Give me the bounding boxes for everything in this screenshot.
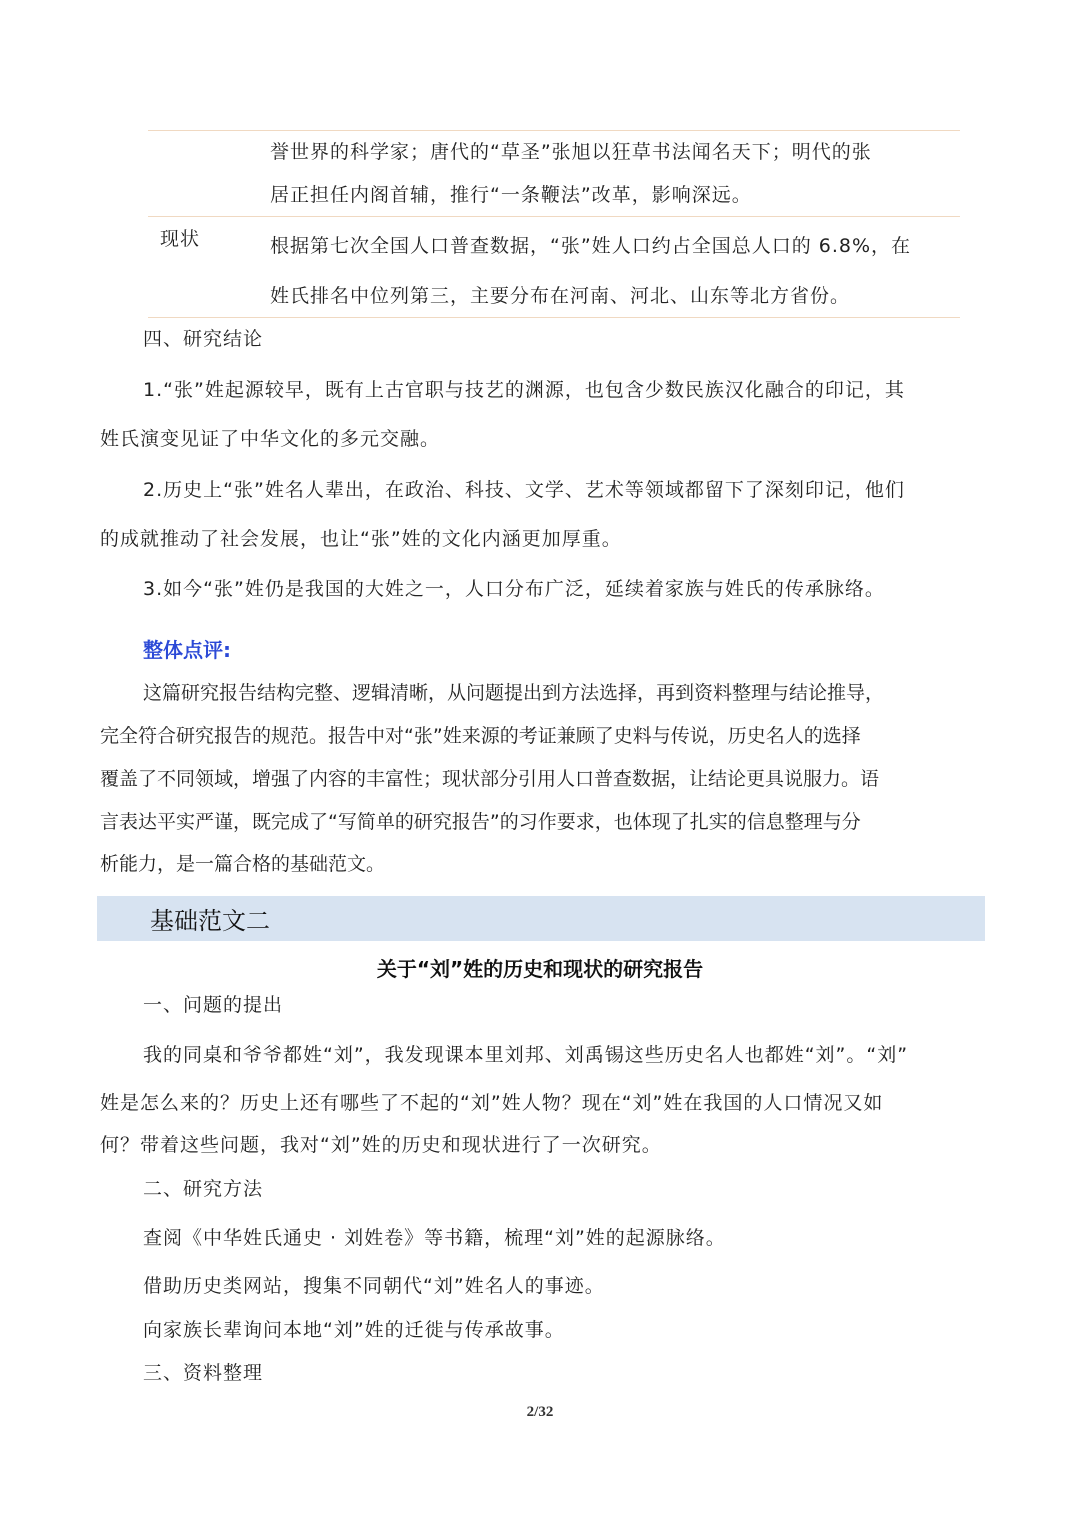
table-row1-text-line1: 誉世界的科学家；唐代的“草圣”张旭以狂草书法闻名天下；明代的张 (270, 141, 872, 163)
question-line1: 我的同桌和爷爷都姓“刘”，我发现课本里刘邦、刘禹锡这些历史名人也都姓“刘”。“刘” (143, 1044, 909, 1066)
evaluation-title: 整体点评: (143, 638, 231, 662)
conclusion-p3-line1: 3.如今“张”姓仍是我国的大姓之一，人口分布广泛，延续着家族与姓氏的传承脉络。 (143, 578, 885, 600)
section-title: 基础范文二 (150, 907, 270, 935)
conclusion-p2-line2: 的成就推动了社会发展，也让“张”姓的文化内涵更加厚重。 (100, 528, 622, 550)
method-heading: 二、研究方法 (143, 1178, 264, 1200)
report-title: 关于“刘”姓的历史和现状的研究报告 (376, 957, 704, 981)
evaluation-line5: 析能力，是一篇合格的基础范文。 (100, 853, 386, 875)
table-row2-label: 现状 (160, 228, 201, 250)
evaluation-line3: 覆盖了不同领域，增强了内容的丰富性；现状部分引用人口普查数据，让结论更具说服力。语 (100, 768, 880, 790)
page-number: 2/32 (526, 1404, 554, 1420)
question-line2: 姓是怎么来的？历史上还有哪些了不起的“刘”姓人物？现在“刘”姓在我国的人口情况又如 (100, 1092, 884, 1114)
conclusion-p2-line1: 2.历史上“张”姓名人辈出，在政治、科技、文学、艺术等领域都留下了深刻印记，他们 (143, 479, 905, 501)
evaluation-line1: 这篇研究报告结构完整、逻辑清晰，从问题提出到方法选择，再到资料整理与结论推导， (143, 682, 885, 704)
conclusion-p1-line1: 1.“张”姓起源较早，既有上古官职与技艺的渊源，也包含少数民族汉化融合的印记，其 (143, 379, 905, 401)
evaluation-line4: 言表达平实严谨，既完成了“写简单的研究报告”的习作要求，也体现了扎实的信息整理与分 (100, 811, 861, 833)
conclusion-heading: 四、研究结论 (143, 328, 264, 350)
method-item-2: 借助历史类网站，搜集不同朝代“刘”姓名人的事迹。 (143, 1275, 605, 1297)
question-line3: 何？带着这些问题，我对“刘”姓的历史和现状进行了一次研究。 (100, 1134, 662, 1156)
table-row2-text-line1: 根据第七次全国人口普查数据，“张”姓人口约占全国总人口的 6.8%，在 (270, 235, 911, 257)
table-row1-text-line2: 居正担任内阁首辅，推行“一条鞭法”改革，影响深远。 (270, 184, 752, 206)
conclusion-p1-line2: 姓氏演变见证了中华文化的多元交融。 (100, 428, 441, 450)
evaluation-line2: 完全符合研究报告的规范。报告中对“张”姓来源的考证兼顾了史料与传说，历史名人的选择 (100, 725, 861, 747)
table-row-divider (148, 216, 960, 217)
table-bottom-rule (148, 317, 960, 318)
method-item-3: 向家族长辈询问本地“刘”姓的迁徙与传承故事。 (143, 1319, 565, 1341)
table-top-rule (148, 130, 960, 131)
method-item-1: 查阅《中华姓氏通史 · 刘姓卷》等书籍，梳理“刘”姓的起源脉络。 (143, 1227, 726, 1249)
materials-heading: 三、资料整理 (143, 1362, 264, 1384)
question-heading: 一、问题的提出 (143, 994, 284, 1016)
table-row2-text-line2: 姓氏排名中位列第三，主要分布在河南、河北、山东等北方省份。 (270, 285, 851, 307)
